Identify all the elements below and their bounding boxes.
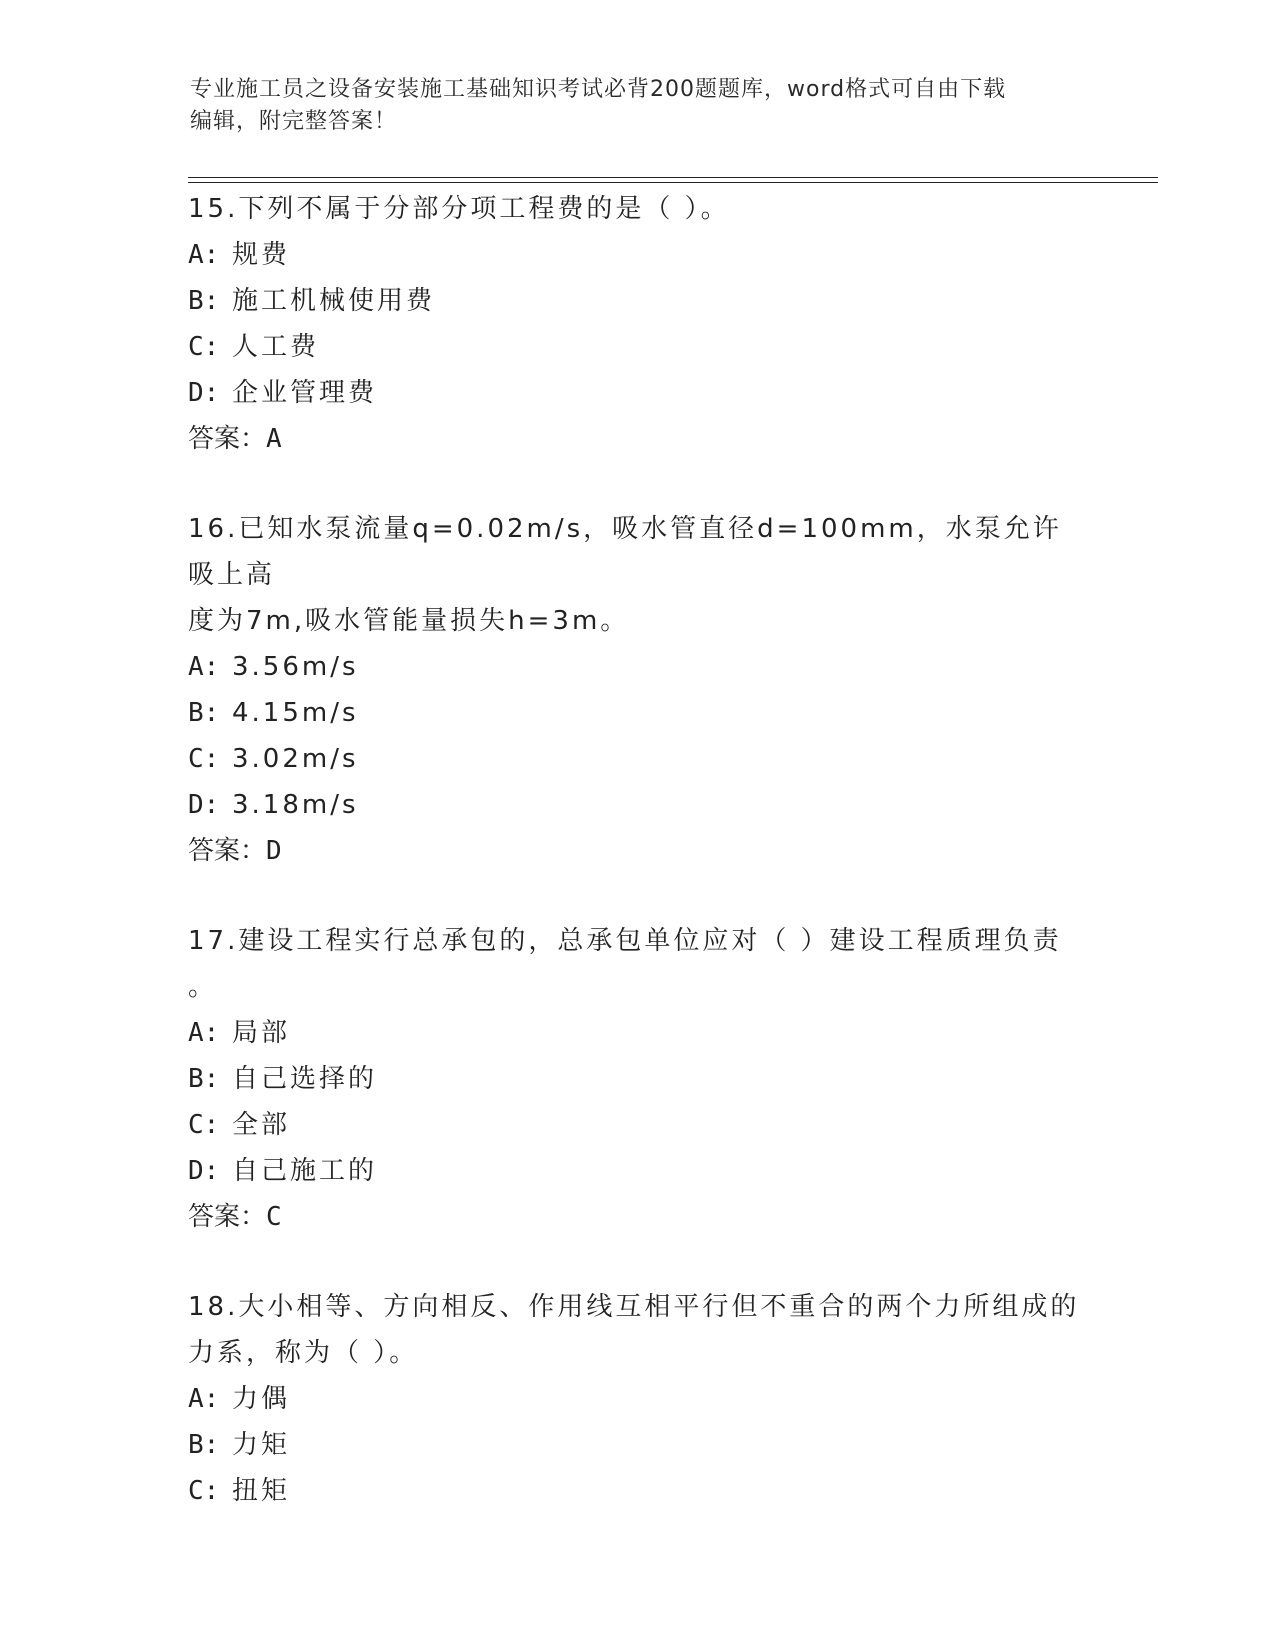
question-18 — [188, 1284, 1088, 1514]
option-text: 扭矩 — [232, 1476, 291, 1506]
option-letter: D: — [188, 378, 220, 408]
option-letter: D: — [188, 1156, 220, 1186]
question-17 — [188, 918, 1088, 1240]
option-letter: A: — [188, 1384, 220, 1414]
option-letter: C: — [188, 1476, 220, 1506]
option-letter: B: — [188, 1430, 220, 1460]
option-text: 自己选择的 — [232, 1064, 378, 1094]
option-text: 力偶 — [232, 1384, 291, 1414]
question-stem-line-1: 16.已知水泵流量q=0.02m/s，吸水管直径d=100mm，水泵允许吸上高 — [188, 514, 1062, 590]
option-c — [188, 736, 1088, 782]
option-text: 3.02m/s — [232, 744, 359, 774]
option-b — [188, 278, 1088, 324]
option-text: 局部 — [232, 1018, 291, 1048]
answer-label: 答案： — [188, 424, 267, 454]
question-spacer — [188, 1240, 1088, 1284]
answer-value: C — [266, 1202, 282, 1232]
answer-label: 答案： — [188, 1202, 267, 1232]
option-letter: C: — [188, 744, 220, 774]
option-a — [188, 1010, 1088, 1056]
answer-line — [188, 1194, 1088, 1240]
question-stem: 15.下列不属于分部分项工程费的是（ ）。 — [188, 194, 730, 224]
option-text: 企业管理费 — [232, 378, 378, 408]
option-c — [188, 1468, 1088, 1514]
option-a — [188, 644, 1088, 690]
header-line-1: 专业施工员之设备安装施工基础知识考试必背200题题库，word格式可自由下载 — [190, 77, 1007, 102]
option-a — [188, 232, 1088, 278]
option-d — [188, 782, 1088, 828]
option-letter: B: — [188, 1064, 220, 1094]
answer-value: A — [266, 424, 282, 454]
option-b — [188, 1056, 1088, 1102]
answer-line — [188, 828, 1088, 874]
option-letter: A: — [188, 240, 220, 270]
option-d — [188, 370, 1088, 416]
option-letter: C: — [188, 1110, 220, 1140]
question-15 — [188, 186, 1088, 462]
option-text: 自己施工的 — [232, 1156, 378, 1186]
answer-label: 答案： — [188, 836, 267, 866]
answer-line — [188, 416, 1088, 462]
question-stem-line-2: 度为7m,吸水管能量损失h=3m。 — [188, 606, 630, 636]
option-letter: B: — [188, 698, 220, 728]
option-text: 全部 — [232, 1110, 291, 1140]
question-stem-line-2: 。 — [188, 972, 218, 1002]
option-letter: C: — [188, 332, 220, 362]
option-b — [188, 690, 1088, 736]
option-text: 力矩 — [232, 1430, 291, 1460]
option-text: 4.15m/s — [232, 698, 359, 728]
header-divider-top — [188, 177, 1158, 178]
option-letter: D: — [188, 790, 220, 820]
question-stem-line-1: 17.建设工程实行总承包的，总承包单位应对（ ）建设工程质理负责 — [188, 926, 1062, 956]
option-letter: A: — [188, 1018, 220, 1048]
option-c — [188, 1102, 1088, 1148]
document-header — [190, 74, 1080, 138]
option-letter: B: — [188, 286, 220, 316]
option-text: 施工机械使用费 — [232, 286, 436, 316]
header-line-2: 编辑，附完整答案！ — [190, 109, 398, 134]
question-stem-line-1: 18.大小相等、方向相反、作用线互相平行但不重合的两个力所组成的 — [188, 1292, 1080, 1322]
option-a — [188, 1376, 1088, 1422]
answer-value: D — [266, 836, 282, 866]
question-stem-line-2: 力系，称为（ ）。 — [188, 1338, 419, 1368]
header-divider-bottom — [188, 182, 1158, 183]
option-b — [188, 1422, 1088, 1468]
option-c — [188, 324, 1088, 370]
option-d — [188, 1148, 1088, 1194]
question-list — [188, 186, 1088, 1514]
option-text: 规费 — [232, 240, 291, 270]
question-16 — [188, 506, 1088, 874]
option-letter: A: — [188, 652, 220, 682]
question-spacer — [188, 874, 1088, 918]
option-text: 人工费 — [232, 332, 320, 362]
option-text: 3.18m/s — [232, 790, 359, 820]
option-text: 3.56m/s — [232, 652, 359, 682]
question-spacer — [188, 462, 1088, 506]
